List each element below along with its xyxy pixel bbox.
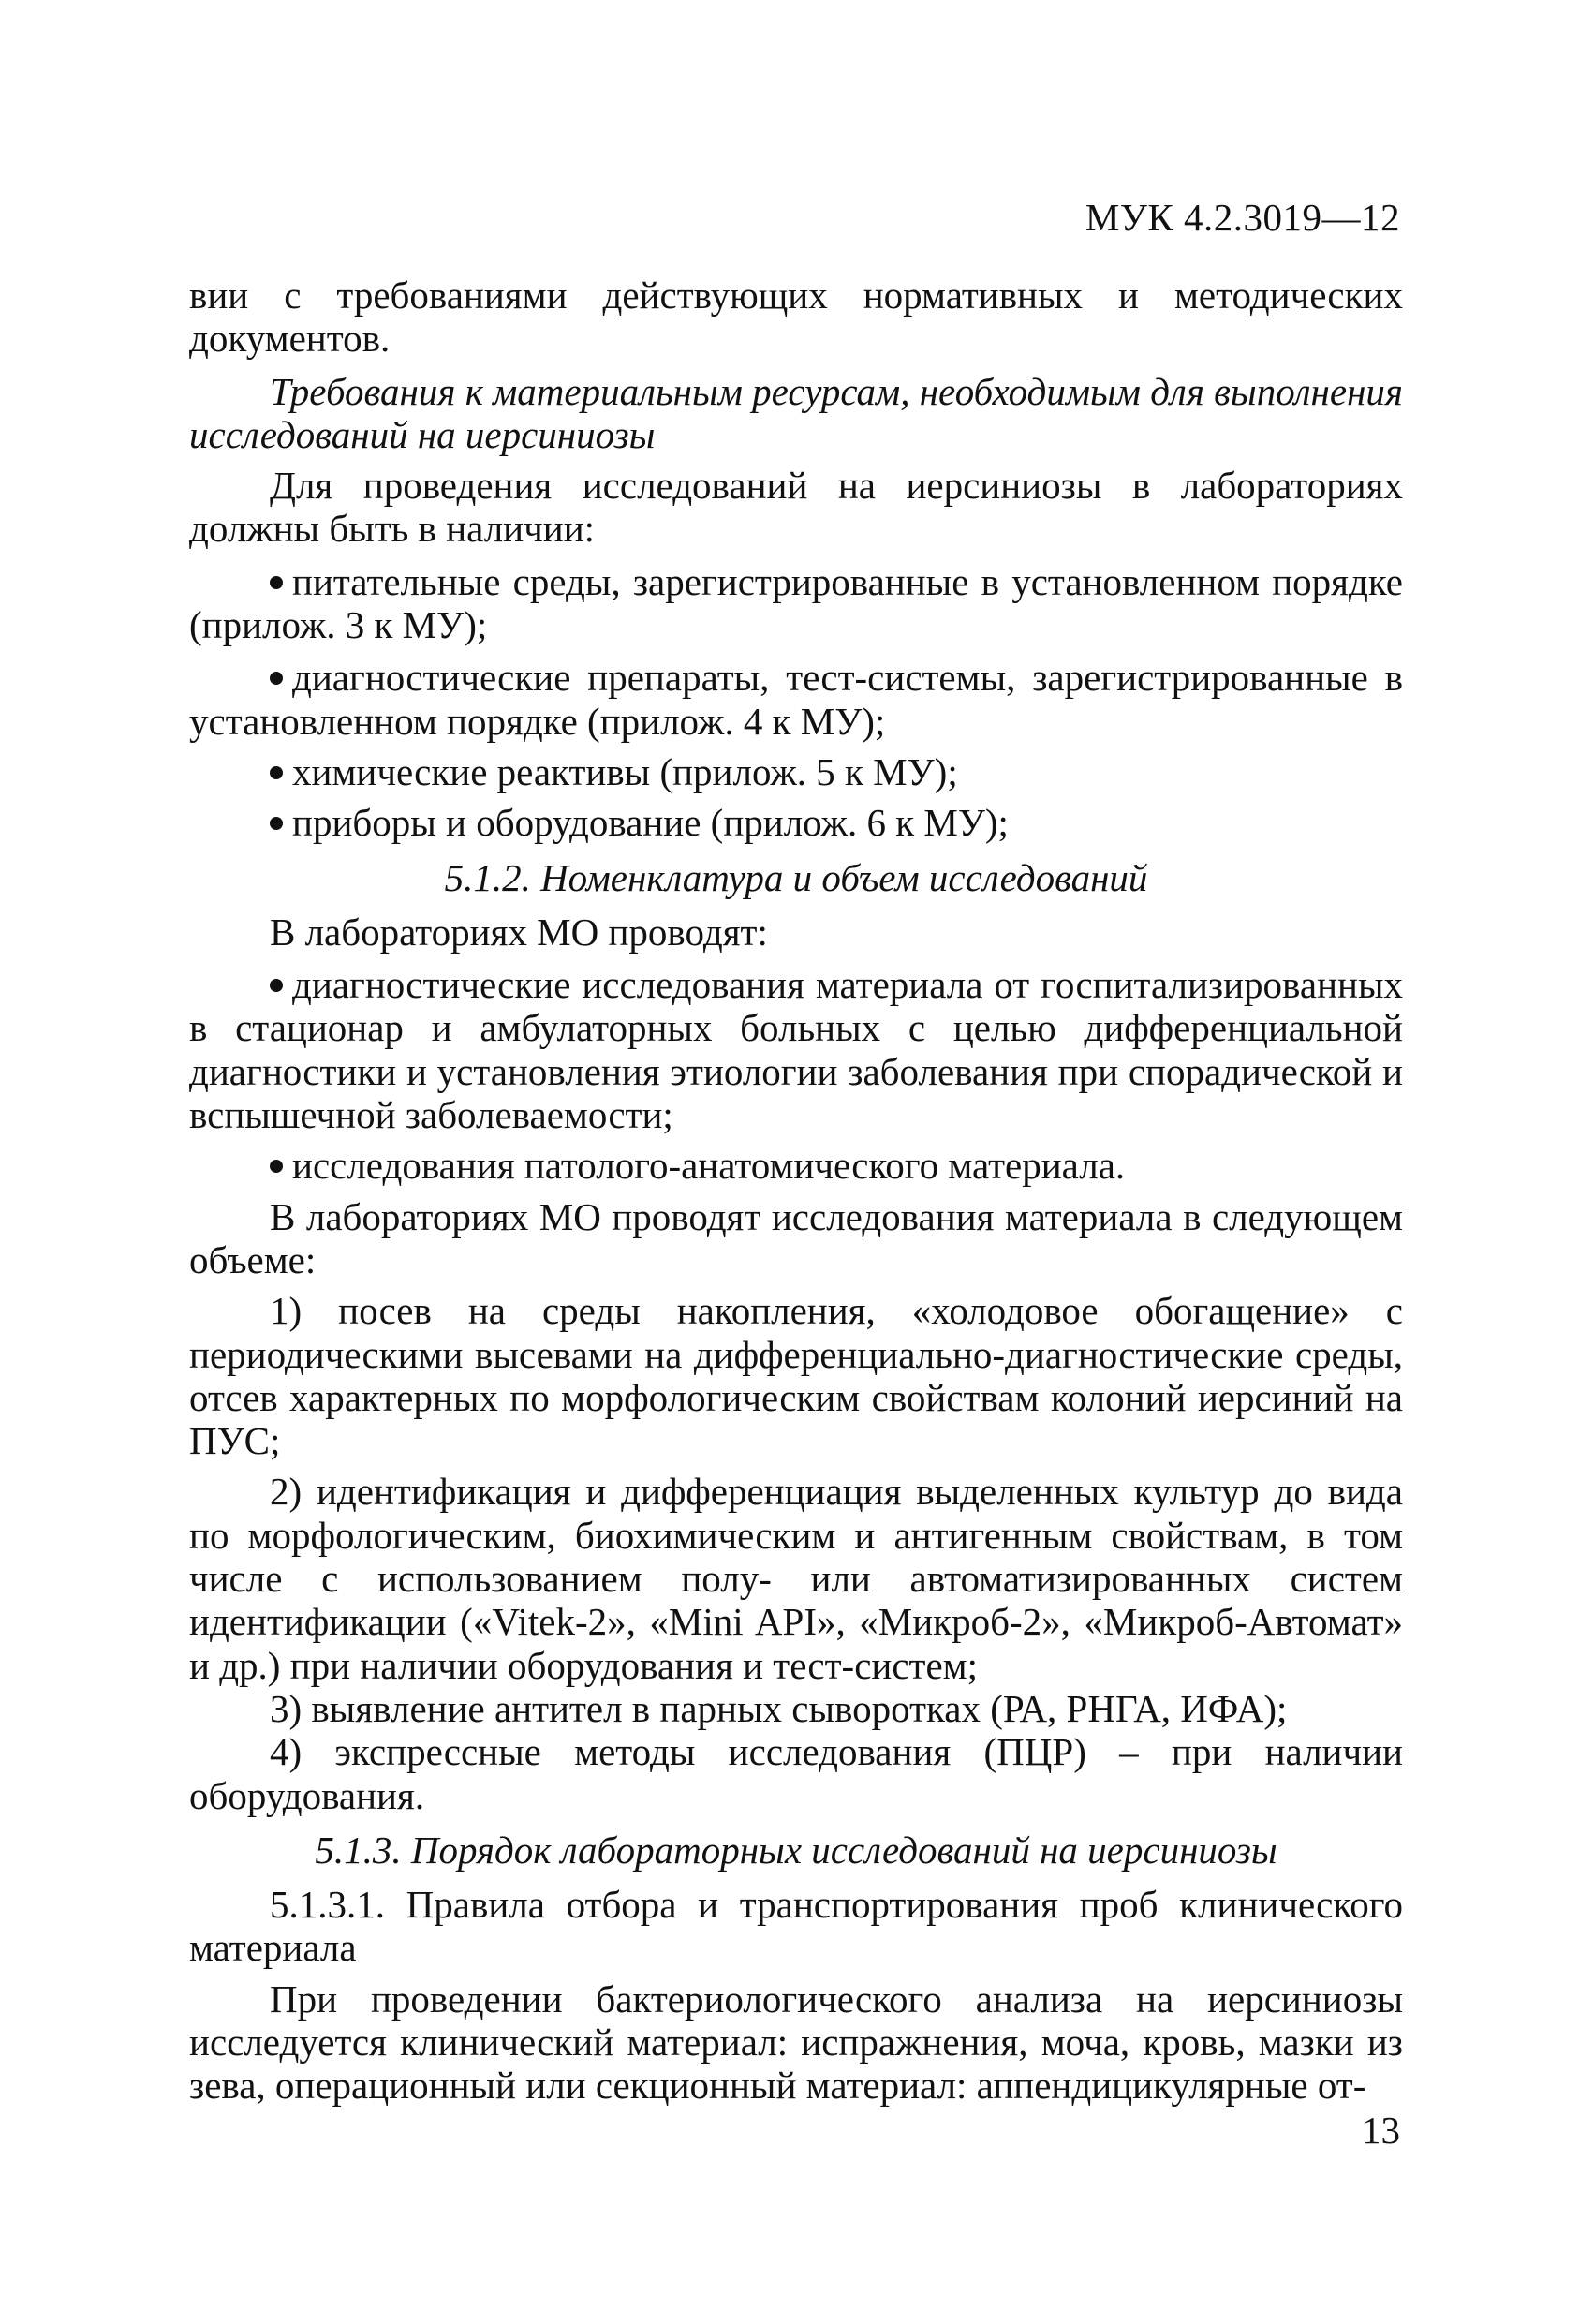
bullet-item xyxy=(189,1144,1403,1187)
numbered-item: 3) выявление антител в парных сыворотках (РА, РНГА, ИФА); xyxy=(270,1686,1288,1730)
bullet-icon xyxy=(270,672,283,685)
section-heading-5-1-2: 5.1.2. Номенклатура и объем исследований xyxy=(444,855,1148,899)
bullet-item xyxy=(189,801,1403,844)
numbered-item: 1) посев на среды накопления, «холодовое обогащение» с периодическими высевами на дифференциально-диагностические среды, отсев характерных по морфологическим свойствам колоний иерсиний на ПУС; xyxy=(189,1289,1403,1463)
bullet-icon xyxy=(270,817,283,830)
numbered-item: 4) экспрессные методы исследования (ПЦР) – при наличии оборудования. xyxy=(189,1730,1403,1817)
bullet-text: питательные среды, зарегистрированные в установленном порядке (прилож. 3 к МУ); xyxy=(189,559,1403,647)
bullet-text: приборы и оборудование (прилож. 6 к МУ); xyxy=(292,801,1009,845)
paragraph-continuation: вии с требованиями действующих нормативных и методических документов. xyxy=(189,274,1403,361)
bullet-item xyxy=(189,750,1403,793)
bullet-text: диагностические препараты, тест-системы, зарегистрированные в установленном порядке (прилож. 4 к МУ); xyxy=(189,656,1403,743)
section-subheading-requirements: Требования к материальным ресурсам, необходимым для выполнения исследований на иерсиниозы xyxy=(189,369,1403,456)
paragraph-sampling-rules: 5.1.3.1. Правила отбора и транспортирования проб клинического материала xyxy=(189,1883,1403,1970)
bullet-text: химические реактивы (прилож. 5 к МУ); xyxy=(292,749,958,793)
page-number: 13 xyxy=(1362,2109,1400,2152)
paragraph-requirements-intro: Для проведения исследований на иерсиниозы в лабораториях должны быть в наличии: xyxy=(189,464,1403,551)
bullet-icon xyxy=(270,1160,283,1173)
paragraph-scope-intro: В лабораториях МО проводят исследования материала в следующем объеме: xyxy=(189,1194,1403,1281)
bullet-text: исследования патолого-анатомического материала. xyxy=(292,1144,1126,1188)
bullet-item xyxy=(189,656,1403,743)
bullet-item xyxy=(189,560,1403,647)
bullet-text: диагностические исследования материала от госпитализированных в стационар и амбулаторных больных с целью дифференциальной диагностики и установления этиологии заболевания при спорадической и вспышечной заболеваемости; xyxy=(189,963,1403,1137)
paragraph-mo-intro: В лабораториях МО проводят: xyxy=(270,910,768,954)
bullet-icon xyxy=(270,576,283,589)
numbered-item: 2) идентификация и дифференциация выделенных культур до вида по морфологическим, биохимическим и антигенным свойствам, в том числе с использованием полу- или автоматизированных систем идентификации («Vitek-2», «Mini API», «Микроб-2», «Микроб-Автомат» и др.) при наличии оборудования и тест-систем; xyxy=(189,1470,1403,1687)
paragraph-clinical-material: При проведении бактериологического анализа на иерсиниозы исследуется клинический материал: испражнения, моча, кровь, мазки из зева, операционный или секционный материал: аппендицикулярные от- xyxy=(189,1976,1403,2108)
bullet-item xyxy=(189,963,1403,1136)
bullet-icon xyxy=(270,766,283,779)
bullet-icon xyxy=(270,979,283,992)
document-code-header: МУК 4.2.3019—12 xyxy=(1085,196,1400,239)
section-heading-5-1-3: 5.1.3. Порядок лабораторных исследований на иерсиниозы xyxy=(315,1828,1277,1872)
page-body xyxy=(189,274,1403,2108)
